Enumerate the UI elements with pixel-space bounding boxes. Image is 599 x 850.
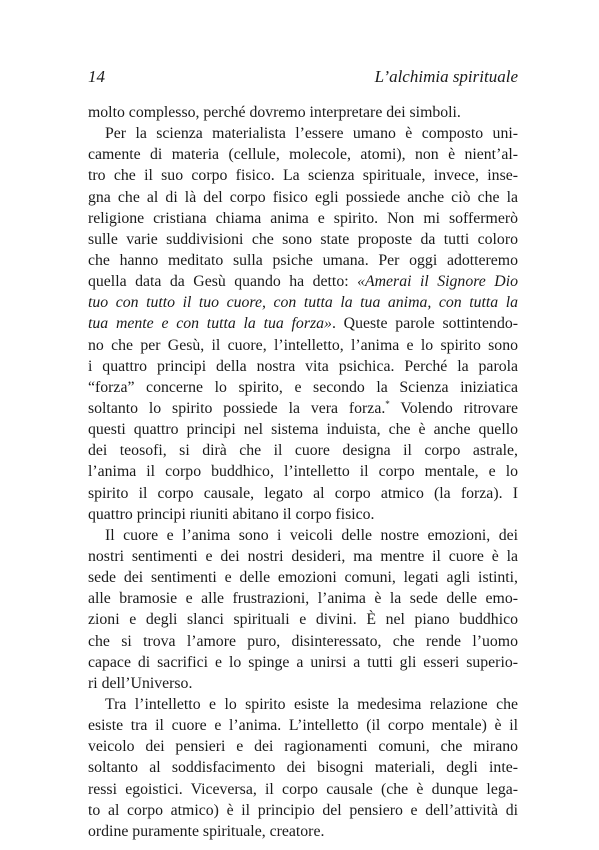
text-line: i quattro principi della nostra vita psichica. Perché la parola: [88, 357, 518, 375]
text-line: spirito il corpo causale, legato al corpo atmico (la forza). I: [88, 484, 518, 502]
page-number: 14: [88, 67, 105, 86]
text-line: quella data da Gesù quando ha detto: «Amerai il Signore Dio: [88, 273, 518, 291]
text-line: tua mente e con tutta la tua forza». Queste parole sottintendo-: [88, 315, 518, 333]
text-line: gna che al di là del corpo fisico egli possiede anche ciò che la: [88, 188, 518, 206]
text-line: molto complesso, perché dovremo interpretare dei simboli.: [88, 104, 461, 121]
text-line: Per la scienza materialista l’essere umano è composto uni-: [105, 125, 518, 143]
text-line: to al corpo atmico) è il principio del pensiero e dell’attività di: [88, 801, 518, 819]
text-line: alle bramosie e alle frustrazioni, l’anima è la sede delle emo-: [88, 590, 518, 608]
body-text: [88, 102, 518, 842]
text-line: questi quattro principi nel sistema induista, che è anche quello: [88, 421, 518, 439]
text-line: Il cuore e l’anima sono i veicoli delle nostre emozioni, dei: [105, 526, 518, 544]
text-line: tro che il suo corpo fisico. La scienza spirituale, invece, inse-: [88, 167, 518, 185]
text-line: ordine puramente spirituale, creatore.: [88, 822, 325, 840]
quote-line: tuo con tutto il tuo cuore, con tutta la tua anima, con tutta la: [88, 294, 518, 312]
text-line: che si trova l’amore puro, disinteressato, che rende l’uomo: [88, 632, 518, 650]
text-line: ressi egoistici. Viceversa, il corpo causale (che è dunque lega-: [88, 780, 518, 798]
running-title: L’alchimia spirituale: [374, 67, 518, 86]
text-line: zioni e degli slanci spirituali e divini. È nel piano buddhico: [88, 611, 518, 629]
text-line: sede dei sentimenti e delle emozioni comuni, legati agli istinti,: [88, 569, 518, 587]
running-head: [88, 66, 518, 88]
footnote-marker: *: [385, 398, 390, 409]
text-line: soltanto al soddisfacimento dei bisogni materiali, degli inte-: [88, 759, 518, 777]
text-line: che hanno meditato sulla psiche umana. Per oggi adotteremo: [88, 251, 518, 269]
text-line: esiste tra il cuore e l’anima. L’intelletto (il corpo mentale) è il: [88, 717, 518, 735]
text-line: soltanto lo spirito possiede la vera forza.* Volendo ritrovare: [88, 398, 518, 417]
quote-text: tua mente e con tutta la tua forza»: [88, 315, 332, 333]
text-line: l’anima il corpo buddhico, l’intelletto il corpo mentale, e lo: [88, 463, 518, 481]
quote-text: «Amerai il Signore Dio: [357, 273, 518, 291]
text-line: religione cristiana chiama anima e spirito. Non mi soffermerò: [88, 209, 518, 227]
text-line: camente di materia (cellule, molecole, atomi), non è nient’al-: [88, 146, 518, 164]
text-line: capace di sacrifici e lo spinge a unirsi a tutti gli esseri superio-: [88, 653, 518, 671]
text-line: nostri sentimenti e dei nostri desideri, ma mentre il cuore è la: [88, 547, 518, 565]
text-line: quattro principi riuniti abitano il corpo fisico.: [88, 505, 375, 523]
text-line: dei teosofi, si dirà che il cuore designa il corpo astrale,: [88, 442, 518, 460]
text-line: Tra l’intelletto e lo spirito esiste la medesima relazione che: [105, 695, 518, 713]
text-line: sulle varie suddivisioni che sono state proposte da tutti coloro: [88, 230, 518, 248]
text-line: veicolo dei pensieri e dei ragionamenti comuni, che mirano: [88, 738, 518, 756]
text-line: “forza” concerne lo spirito, e secondo la Scienza iniziatica: [88, 378, 518, 396]
text-line: ri dell’Universo.: [88, 674, 193, 692]
text-line: no che per Gesù, il cuore, l’intelletto, l’anima e lo spirito sono: [88, 336, 518, 354]
